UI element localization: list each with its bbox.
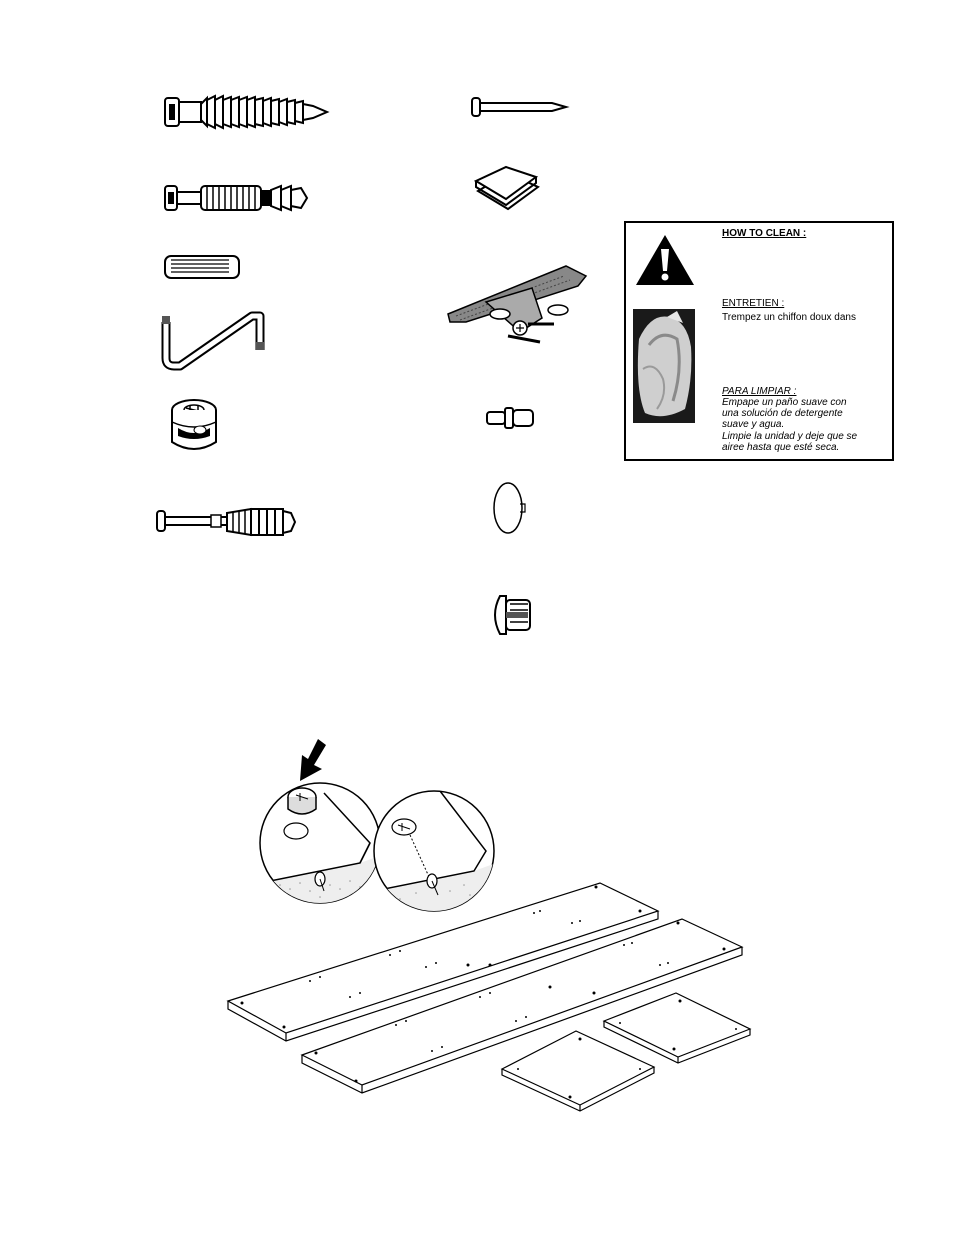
small-panel-1 <box>502 1031 654 1111</box>
french-care-body: Trempez un chiffon doux dans <box>722 312 856 323</box>
small-panel-2 <box>604 993 750 1063</box>
cloth-photo <box>633 309 695 423</box>
detail-circle-right <box>374 791 496 915</box>
spanish-care-heading: PARA LIMPIAR : <box>722 386 797 397</box>
spanish-care-body-1: Empape un paño suave con una solución de detergente suave y agua. <box>722 397 847 430</box>
felt-pads-icon <box>472 165 542 215</box>
dowel-bolt-icon <box>163 180 313 216</box>
care-instructions-box <box>624 221 894 461</box>
warning-triangle-icon <box>634 233 696 292</box>
cover-cap-icon <box>492 482 532 538</box>
cam-lock-icon <box>170 398 220 454</box>
cam-lock-assembly-illustration <box>220 735 760 1120</box>
cam-bolt-icon <box>155 505 300 539</box>
shelf-pin-icon <box>485 404 537 432</box>
plastic-plug-icon <box>490 594 536 636</box>
spanish-care-body-2: Limpie la unidad y deje que se airee hasta que esté seca. <box>722 431 858 453</box>
allen-key-icon <box>160 310 270 370</box>
wood-dowel-icon <box>163 254 243 280</box>
detail-circle-left <box>260 783 382 905</box>
nail-icon <box>470 96 570 118</box>
connector-bolt-screw-icon <box>163 92 333 132</box>
french-care-heading: ENTRETIEN : <box>722 298 785 309</box>
anti-tip-strap-kit-icon <box>446 262 591 347</box>
english-care-heading: HOW TO CLEAN : <box>722 228 807 239</box>
down-arrow-icon <box>300 739 326 781</box>
